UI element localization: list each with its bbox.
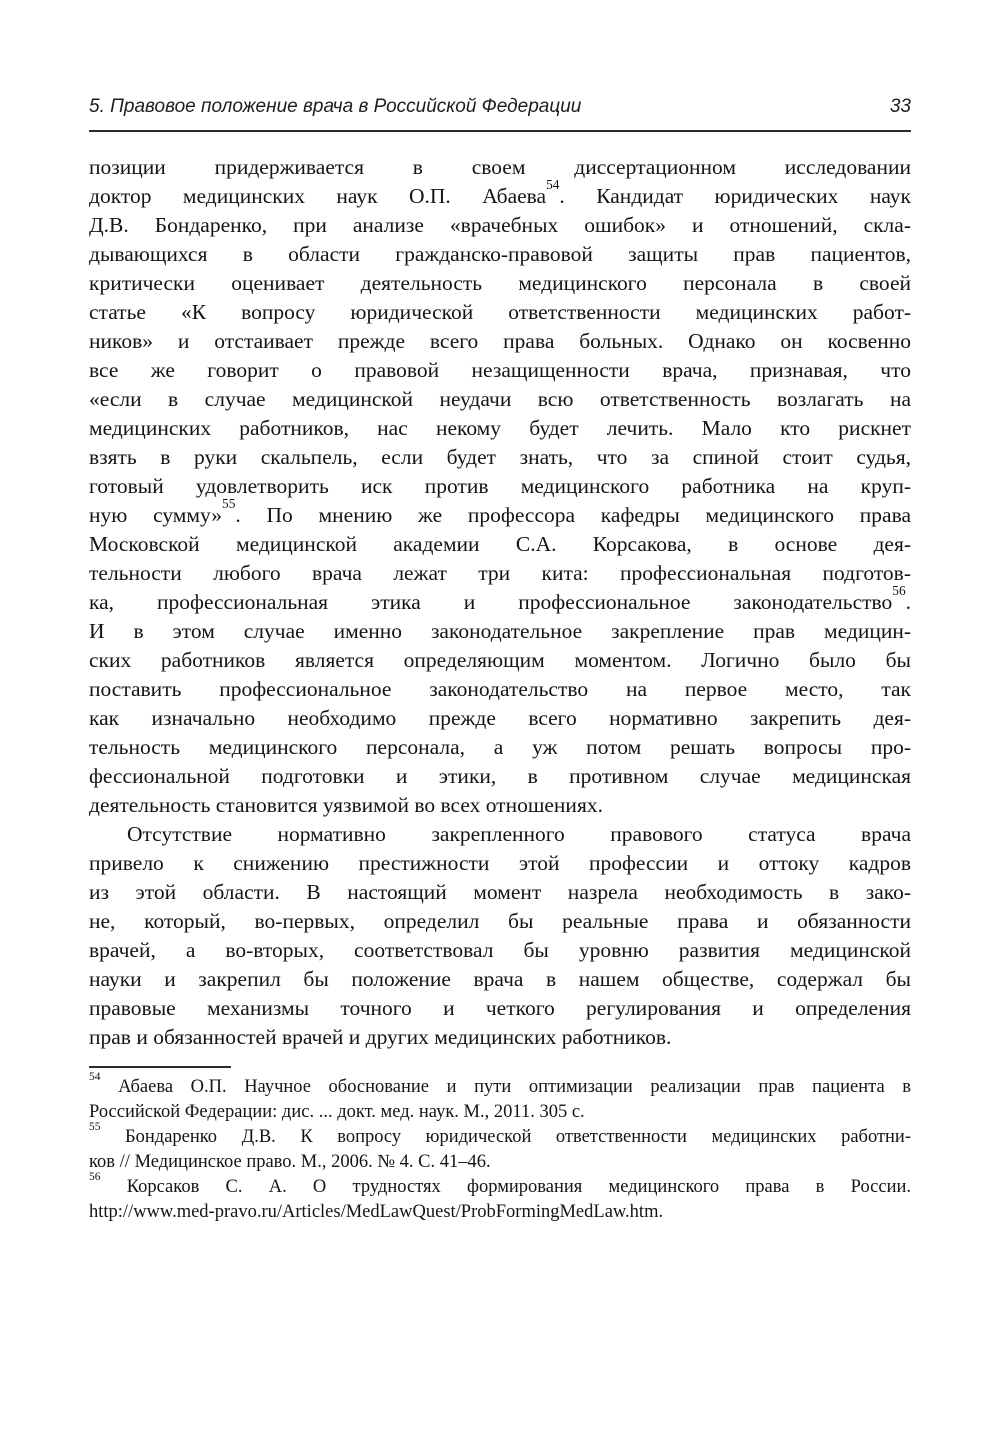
body-line: поставить профессиональное законодательство на первое место, так — [89, 677, 911, 701]
body-line: не, который, во-первых, определил бы реальные права и обязанности — [89, 909, 911, 933]
body-line: статье «К вопросу юридической ответственности медицинских работ- — [89, 300, 911, 324]
body-line: как изначально необходимо прежде всего нормативно закрепить дея- — [89, 706, 911, 730]
body-line: тельности любого врача лежат три кита: профессиональная подготов- — [89, 561, 911, 585]
footnote-line: Российской Федерации: дис. ... докт. мед. наук. М., 2011. 305 с. — [89, 1102, 585, 1122]
footnote-line: $^{54}$ Абаева О.П. Научное обоснование и пути оптимизации реализации прав пациента в — [89, 1070, 911, 1097]
body-line: Д.В. Бондаренко, при анализе «врачебных ошибок» и отношений, скла- — [89, 213, 911, 237]
footnote-ref: 56 — [89, 1170, 101, 1183]
body-line: взять в руки скальпель, если будет знать, что за спиной стоит судья, — [89, 445, 911, 469]
body-line: деятельность становится уязвимой во всех отношениях. — [89, 793, 603, 817]
footnote-line: http://www.med-pravo.ru/Articles/MedLawQuest/ProbFormingMedLaw.htm. — [89, 1202, 664, 1222]
body-line: «если в случае медицинской неудачи всю ответственность возлагать на — [89, 387, 911, 411]
body-line: ских работников является определяющим моментом. Логично было бы — [89, 648, 911, 672]
body-line: И в этом случае именно законодательное закрепление прав медицин- — [89, 619, 911, 643]
body-line: все же говорит о правовой незащищенности врача, признавая, что — [89, 358, 911, 382]
footnote-line: ков // Медицинское право. М., 2006. № 4. С. 41–46. — [89, 1152, 491, 1172]
paragraph — [89, 153, 911, 820]
page-number: 33 — [889, 96, 911, 117]
body-line: прав и обязанностей врачей и других медицинских работников. — [89, 1025, 672, 1049]
body-line: из этой области. В настоящий момент назрела необходимость в зако- — [89, 880, 911, 904]
body-line: Отсутствие нормативно закрепленного правового статуса врача — [127, 822, 911, 846]
body-line: медицинских работников, нас некому будет лечить. Мало кто рискнет — [89, 416, 911, 440]
footnotes — [89, 1070, 911, 1225]
footnote — [89, 1120, 911, 1175]
footnote-ref: 56 — [892, 582, 906, 598]
body-line: врачей, а во-вторых, соответствовал бы уровню развития медицинской — [89, 938, 911, 962]
running-head — [89, 96, 911, 118]
body-line: правовые механизмы точного и четкого регулирования и определения — [89, 996, 911, 1020]
footnote-ref: 55 — [89, 1120, 101, 1133]
body-line: ников» и отстаивает прежде всего права больных. Однако он косвенно — [89, 329, 911, 353]
body-line: фессиональной подготовки и этики, в противном случае медицинская — [89, 764, 911, 788]
footnote-separator — [89, 1066, 231, 1068]
body-line: ка, профессиональная этика и профессиональное законодательство$^{56}$. — [89, 582, 911, 614]
body-line: дывающихся в области гражданско-правовой защиты прав пациентов, — [89, 242, 911, 266]
body-line: позиции придерживается в своем диссертационном исследовании — [89, 155, 911, 179]
paragraph — [89, 820, 911, 1052]
footnote-line: $^{55}$ Бондаренко Д.В. К вопросу юридической ответственности медицинских работни- — [89, 1120, 911, 1147]
body-line: тельность медицинского персонала, а уж потом решать вопросы про- — [89, 735, 911, 759]
header-rule — [89, 130, 911, 132]
body-line: ную сумму»$^{55}$. По мнению же профессора кафедры медицинского права — [89, 495, 911, 527]
footnote-ref: 54 — [89, 1070, 101, 1083]
body-text — [89, 153, 911, 1052]
body-line: критически оценивает деятельность медицинского персонала в своей — [89, 271, 911, 295]
footnote-line: $^{56}$ Корсаков С. А. О трудностях формирования медицинского права в России. — [89, 1170, 911, 1197]
body-line: науки и закрепил бы положение врача в нашем обществе, содержал бы — [89, 967, 911, 991]
body-line: доктор медицинских наук О.П. Абаева$^{54}$. Кандидат юридических наук — [89, 176, 911, 208]
footnote-ref: 55 — [222, 495, 236, 511]
running-head-title: 5. Правовое положение врача в Российской Федерации — [89, 96, 582, 117]
footnote — [89, 1170, 911, 1225]
body-line: Московской медицинской академии С.А. Корсакова, в основе дея- — [89, 532, 911, 556]
body-line: привело к снижению престижности этой профессии и оттоку кадров — [89, 851, 911, 875]
footnote — [89, 1070, 911, 1125]
footnote-ref: 54 — [546, 176, 560, 192]
body-line: готовый удовлетворить иск против медицинского работника на круп- — [89, 474, 911, 498]
